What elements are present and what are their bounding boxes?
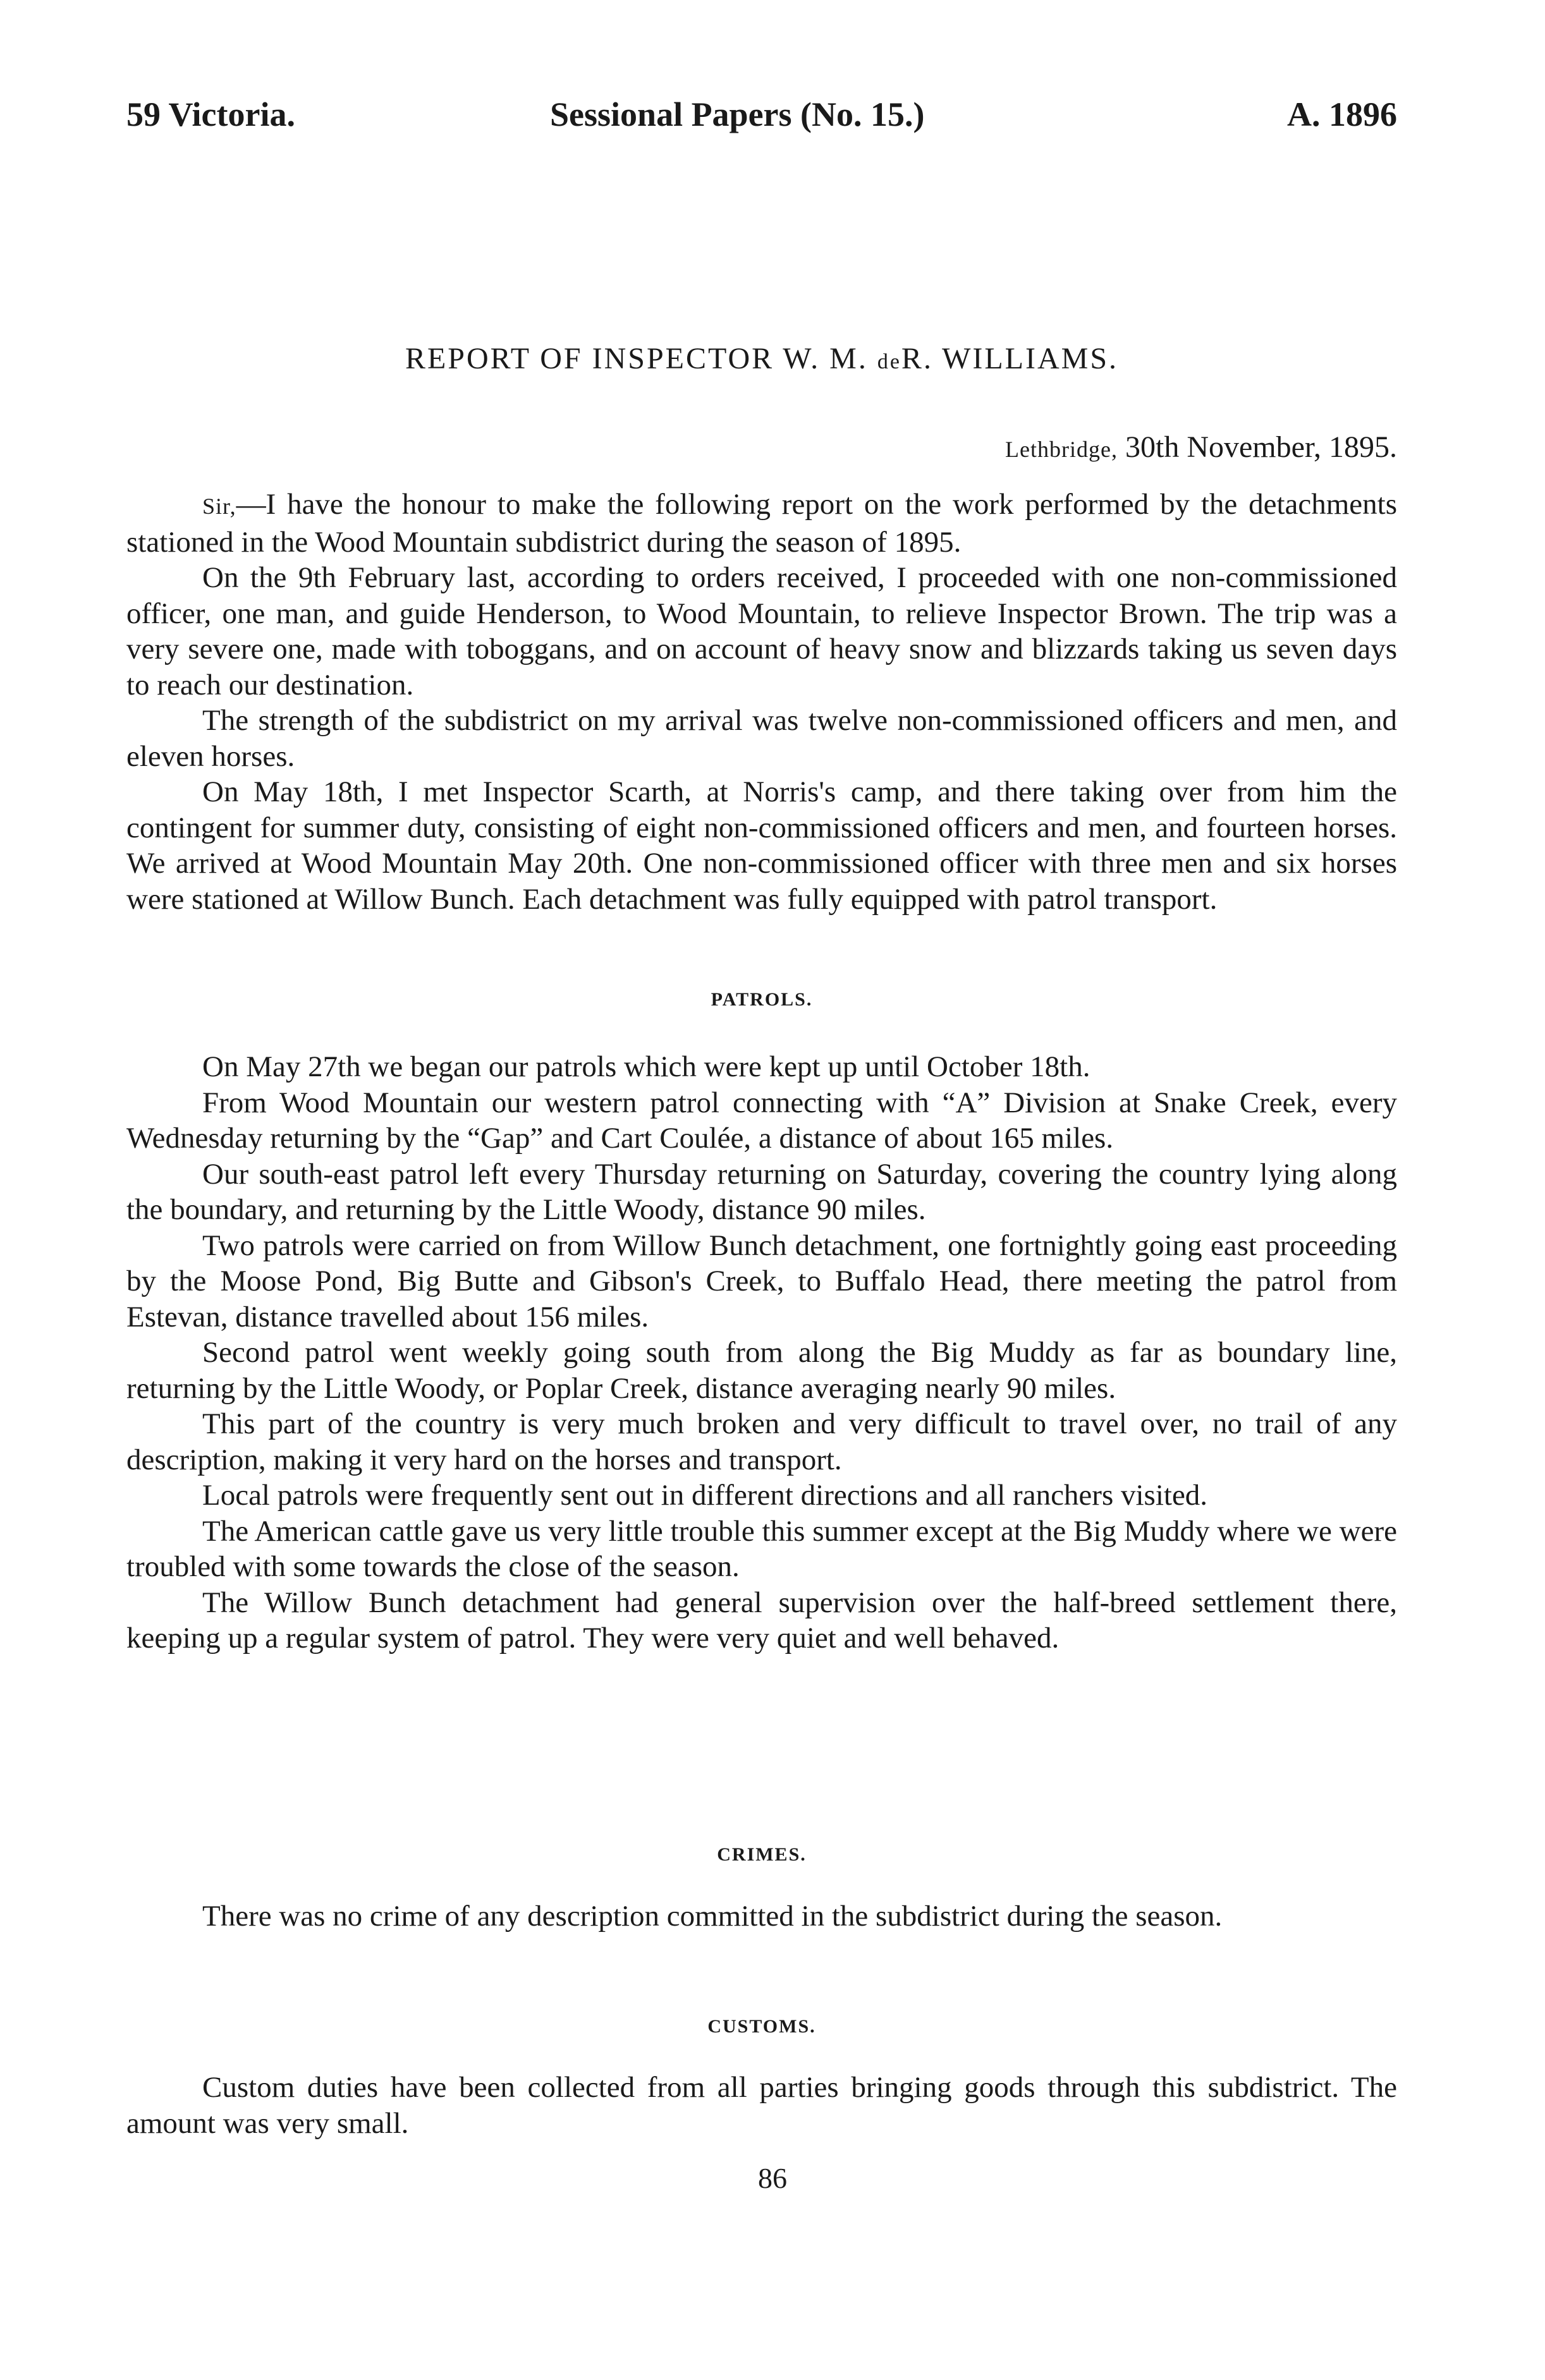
header-year: A. 1896	[1287, 95, 1397, 133]
customs-section	[126, 2070, 1397, 2141]
patrols-paragraph: Two patrols were carried on from Willow Bunch detachment, one fortnightly going east proceeding by the Moose Pond, Big Butte and Gibson's Creek, to Buffalo Head, there meeting the patrol from Estevan, distance travelled about 156 miles.	[126, 1229, 1397, 1333]
patrols-section	[126, 1049, 1397, 1656]
customs-heading: CUSTOMS.	[707, 2016, 816, 2037]
crimes-paragraph: There was no crime of any description committed in the subdistrict during the season.	[202, 1900, 1223, 1933]
salutation: Sir,	[202, 494, 236, 519]
title-part-1: REPORT OF INSPECTOR W. M.	[405, 342, 877, 375]
intro-paragraph: On May 18th, I met Inspector Scarth, at Norris's camp, and there taking over from him the contingent for summer duty, consisting of eight non-commissioned officers and men, and fourteen horses. We arrived at Wood Mountain May 20th. One non-commissioned officer with three men and six horses were stationed at Willow Bunch. Each detachment was fully equipped with patrol transport.	[126, 775, 1397, 916]
report-title	[126, 341, 1397, 376]
patrols-paragraph: From Wood Mountain our western patrol connecting with “A” Division at Snake Creek, every Wednesday returning by the “Gap” and Cart Coulée, a distance of about 165 miles.	[126, 1086, 1397, 1155]
patrols-paragraph: The American cattle gave us very little trouble this summer except at the Big Muddy where we were troubled with some towards the close of the season.	[126, 1514, 1397, 1583]
dateline-place: Lethbridge,	[1005, 437, 1118, 462]
crimes-heading: CRIMES.	[717, 1844, 807, 1865]
patrols-heading: PATROLS.	[711, 989, 813, 1010]
intro-paragraph: The strength of the subdistrict on my arrival was twelve non-commissioned officers and men, and eleven horses.	[126, 704, 1397, 773]
patrols-paragraph: Local patrols were frequently sent out in different directions and all ranchers visited.	[202, 1479, 1208, 1512]
customs-paragraph: Custom duties have been collected from all parties bringing goods through this subdistrict. The amount was very small.	[126, 2071, 1397, 2140]
patrols-paragraph: Our south-east patrol left every Thursday returning on Saturday, covering the country lying along the boundary, and returning by the Little Woody, distance 90 miles.	[126, 1157, 1397, 1226]
intro-paragraph	[126, 487, 1397, 560]
header-session: 59 Victoria.	[126, 95, 295, 133]
dateline	[1005, 430, 1397, 464]
title-part-2: de	[877, 350, 901, 373]
page-number: 86	[758, 2162, 787, 2194]
intro-paragraph: On the 9th February last, according to orders received, I proceeded with one non-commissioned officer, one man, and guide Henderson, to Wood Mountain, to relieve Inspector Brown. The trip was a very severe one, made with toboggans, and on account of heavy snow and blizzards taking us seven days to reach our destination.	[126, 561, 1397, 701]
crimes-section	[126, 1898, 1397, 1934]
patrols-paragraph: This part of the country is very much broken and very difficult to travel over, no trail of any description, making it very hard on the horses and transport.	[126, 1407, 1397, 1476]
running-header	[126, 95, 1397, 145]
patrols-paragraph: Second patrol went weekly going south from along the Big Muddy as far as boundary line, returning by the Little Woody, or Poplar Creek, distance averaging nearly 90 miles.	[126, 1336, 1397, 1405]
title-part-3: R. WILLIAMS.	[901, 342, 1119, 375]
dateline-date: 30th November, 1895.	[1117, 430, 1397, 464]
intro-section	[126, 487, 1397, 917]
patrols-paragraph: On May 27th we began our patrols which were kept up until October 18th.	[202, 1050, 1090, 1083]
intro-paragraph-text: —I have the honour to make the following report on the work performed by the detachments stationed in the Wood Mountain subdistrict during the season of 1895.	[126, 488, 1397, 559]
header-publication: Sessional Papers (No. 15.)	[550, 95, 925, 133]
patrols-paragraph: The Willow Bunch detachment had general supervision over the half-breed settlement there, keeping up a regular system of patrol. They were very quiet and well behaved.	[126, 1586, 1397, 1654]
